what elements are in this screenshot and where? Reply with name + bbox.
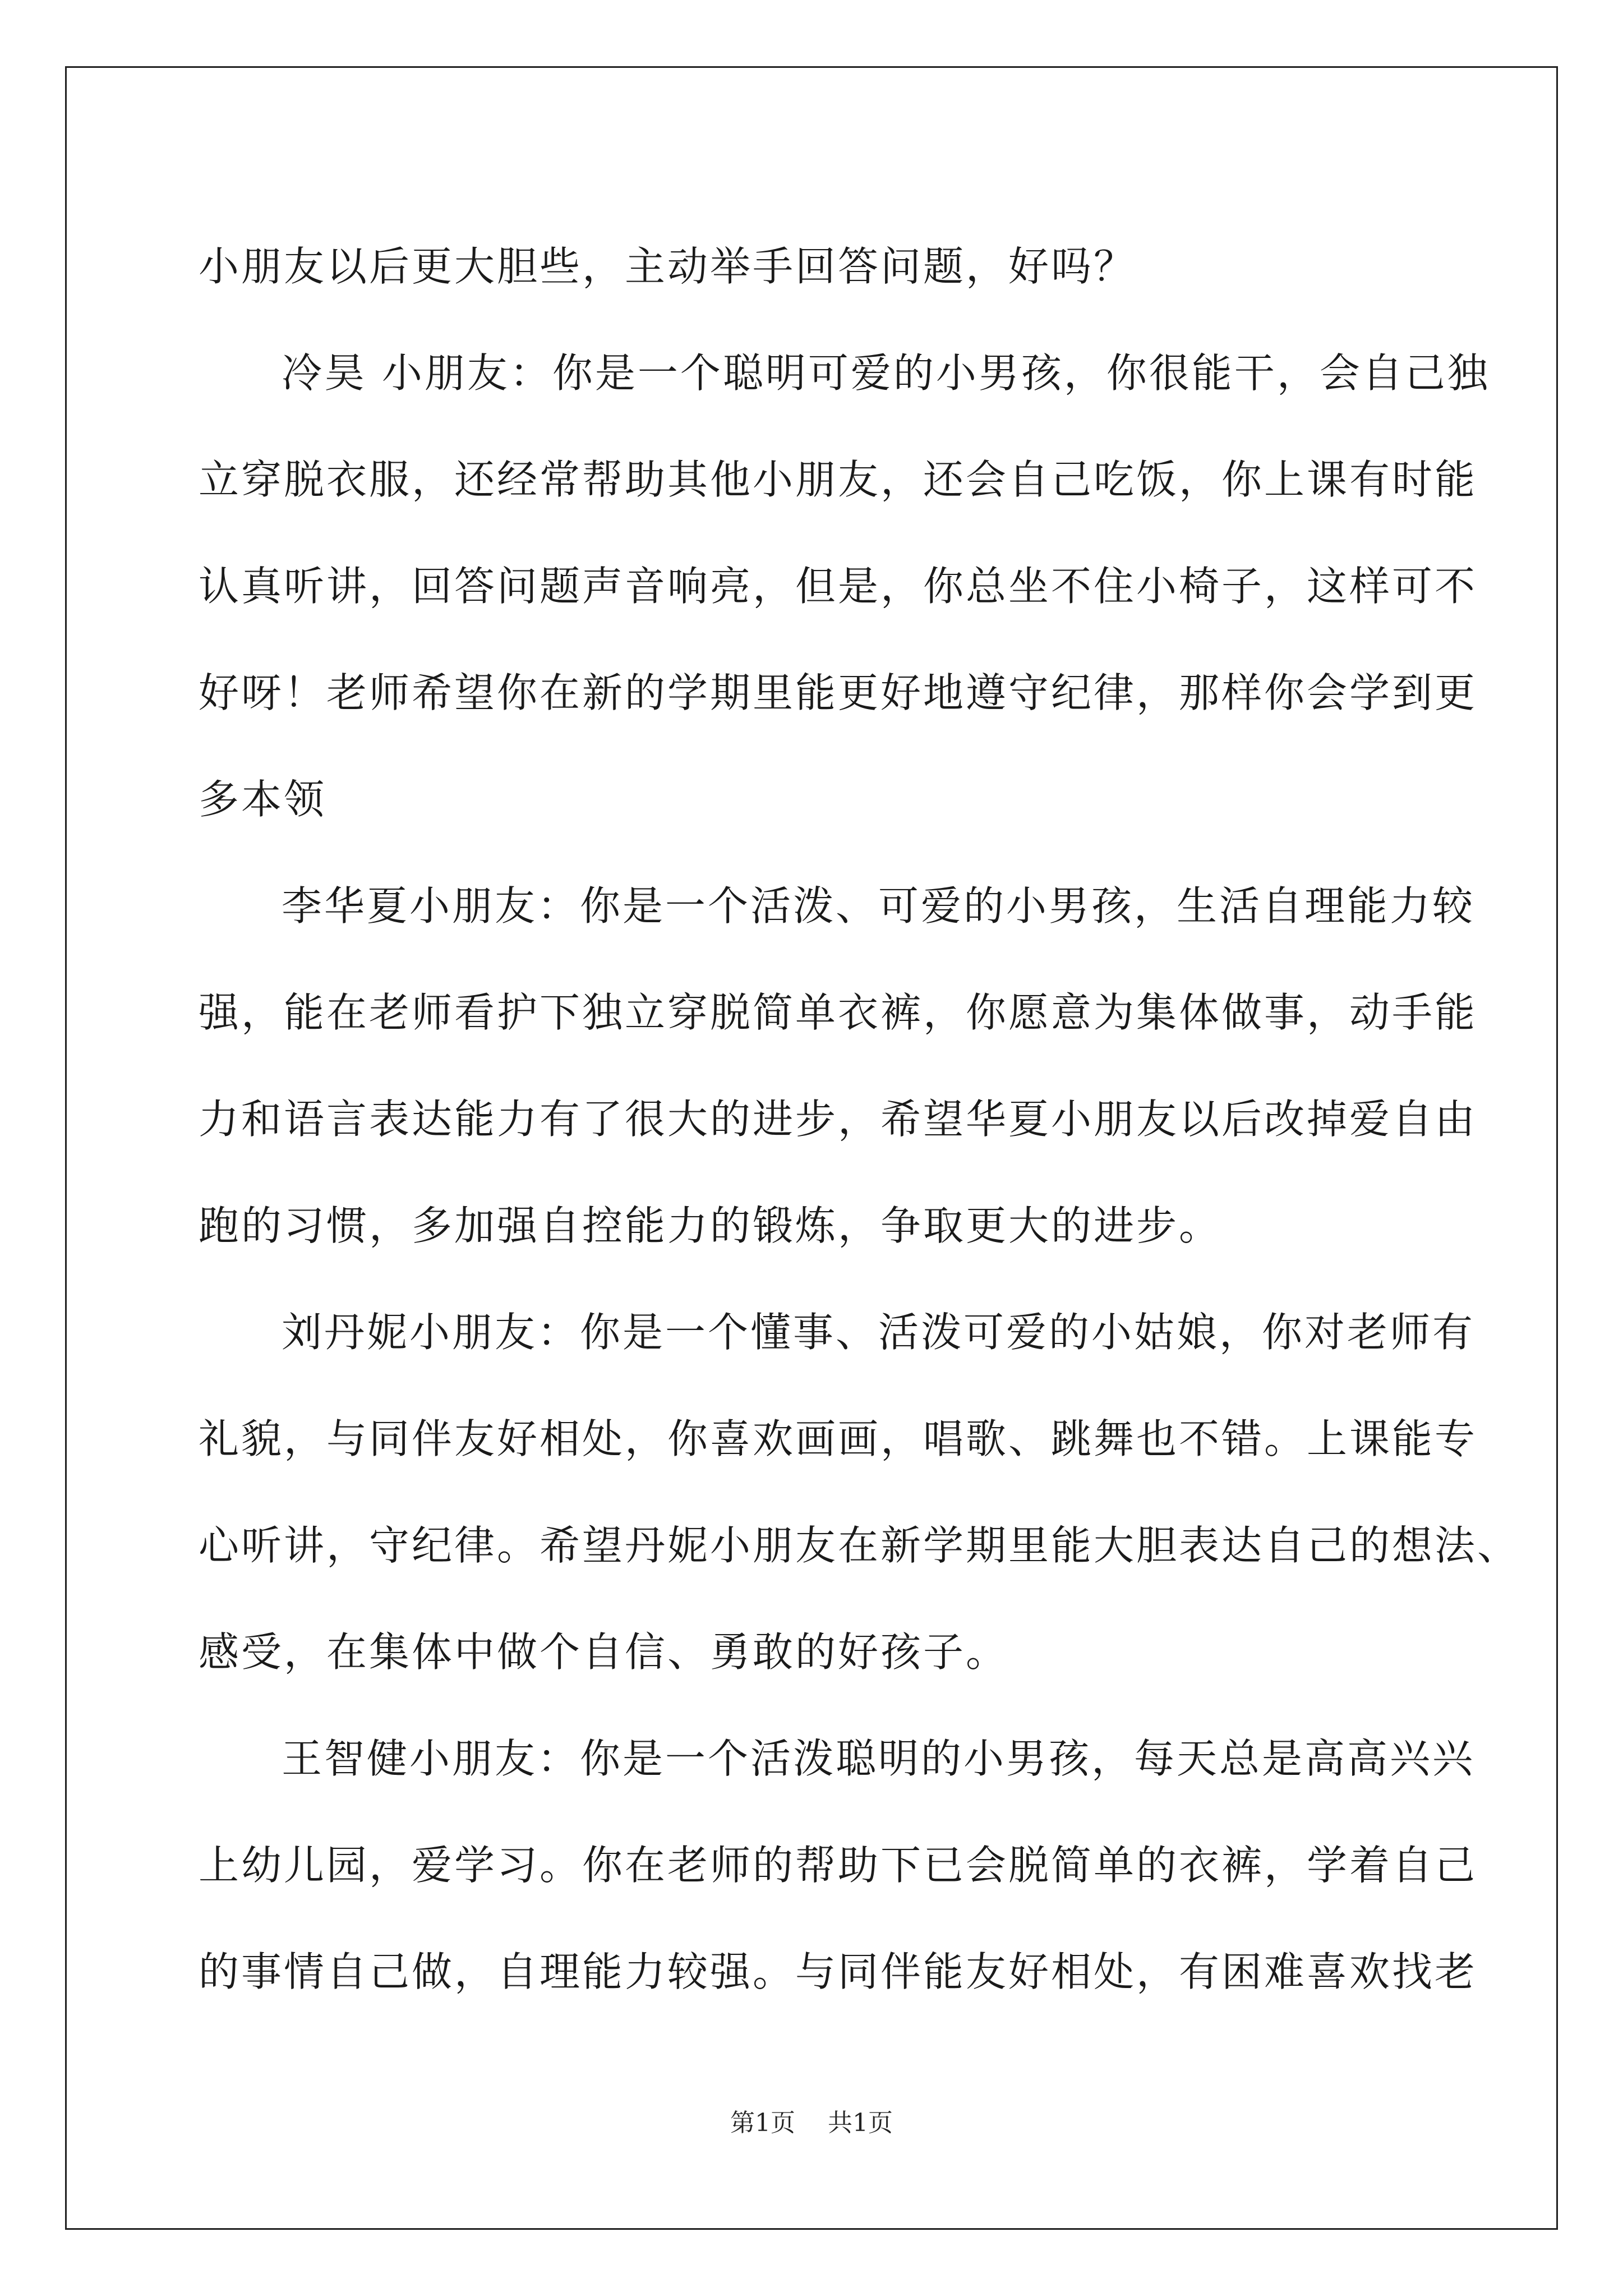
document-body (199, 213, 1520, 2025)
text-line: 力和语言表达能力有了很大的进步，希望华夏小朋友以后改掉爱自由 (199, 1096, 1478, 1143)
text-line: 强，能在老师看护下独立穿脱简单衣裤，你愿意为集体做事，动手能 (199, 989, 1478, 1036)
page-number-total: 共1页 (828, 2109, 893, 2137)
text-line: 多本领 (199, 776, 327, 823)
text-line: 小朋友以后更大胆些，主动举手回答问题，好吗？ (199, 243, 1137, 290)
page-number-current: 第1页 (730, 2109, 795, 2137)
text-line: 感受，在集体中做个自信、勇敢的好孩子。 (199, 1628, 1009, 1676)
text-line: 心听讲，守纪律。希望丹妮小朋友在新学期里能大胆表达自己的想法、 (199, 1522, 1520, 1569)
text-line: 礼貌，与同伴友好相处，你喜欢画画，唱歌、跳舞也不错。上课能专 (199, 1415, 1478, 1462)
text-line: 王智健小朋友：你是一个活泼聪明的小男孩，每天总是高高兴兴 (282, 1735, 1476, 1782)
text-line: 认真听讲，回答问题声音响亮，但是，你总坐不住小椅子，这样可不 (199, 563, 1478, 610)
page-footer (0, 2102, 1623, 2138)
text-line: 的事情自己做，自理能力较强。与同伴能友好相处，有困难喜欢找老 (199, 1948, 1478, 1995)
text-line: 冷昊 小朋友：你是一个聪明可爱的小男孩，你很能干，会自己独 (282, 349, 1490, 397)
text-line: 立穿脱衣服，还经常帮助其他小朋友，还会自己吃饭，你上课有时能 (199, 456, 1478, 503)
text-line: 刘丹妮小朋友：你是一个懂事、活泼可爱的小姑娘，你对老师有 (282, 1309, 1476, 1356)
text-line: 李华夏小朋友：你是一个活泼、可爱的小男孩，生活自理能力较 (282, 882, 1476, 930)
text-line: 跑的习惯，多加强自控能力的锻炼，争取更大的进步。 (199, 1202, 1222, 1249)
text-line: 好呀！老师希望你在新的学期里能更好地遵守纪律，那样你会学到更 (199, 669, 1478, 716)
text-line: 上幼儿园，爱学习。你在老师的帮助下已会脱简单的衣裤，学着自己 (199, 1842, 1478, 1889)
